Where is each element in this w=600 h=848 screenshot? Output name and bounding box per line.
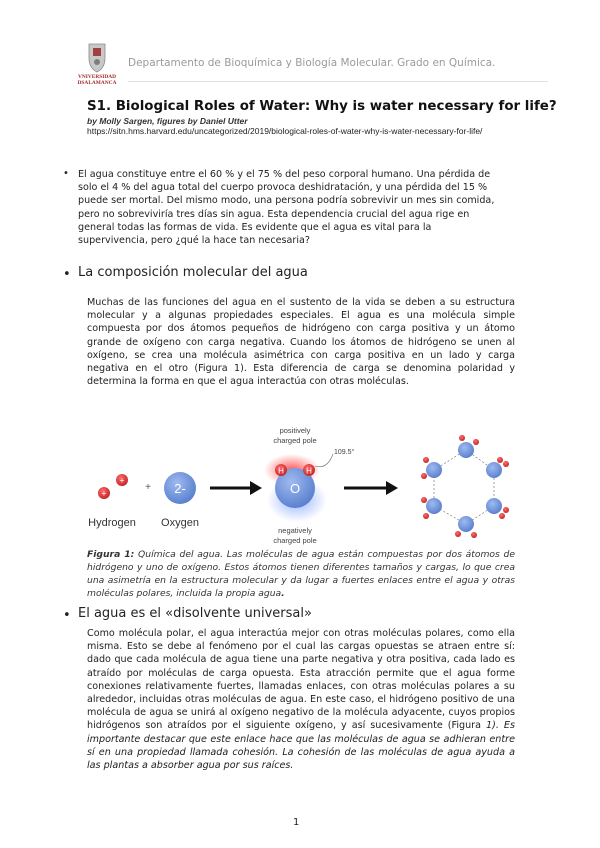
intro-line: solo el 4 % del agua total del cuerpo provoca deshidratación, y una pérdida del 15 % xyxy=(78,182,488,194)
section1-bullet: • xyxy=(63,267,71,282)
hydrogen-bond-ring xyxy=(434,450,494,524)
section2-text: Como molécula polar, el agua interactúa mejor con otras moléculas polares, como ella misma. Esto se debe al fenómeno por el cual las cargas opuestas se atraen entre sí: dado que cada molécula de agua tiene una parte negativa y otra positiva, cada lado es atraído por moléculas de carga opuesta. Esta atracción permite que el agua forme conexiones relativamente fuertes, llamadas enlaces, con otras moléculas polares a su alrededor, incluidas otras moléculas de agua. En este caso, el hidrógeno positivo de una molécula de agua se unirá al oxígeno negativo de la molécula adyacente, cuyos propios hidrógenos son atraídos por el siguiente oxígeno, y así sucesivamente (Figura xyxy=(87,628,515,732)
section2-bullet: • xyxy=(63,608,71,623)
section2-paragraph xyxy=(87,627,515,772)
water-ring-molecules xyxy=(421,435,509,538)
intro-line: puede ser mortal. Del mismo modo, una persona podría sobrevivir un mes sin comida, xyxy=(78,195,495,207)
logo-text-1: VNIVERSIDAD xyxy=(77,74,117,80)
section1-paragraph: Muchas de las funciones del agua en el sustento de la vida se deben a su estructura molecular y a algunas propiedades especiales. El agua es una molécula simple compuesta por dos átomos pequeños de hidrógeno con carga positiva y un átomo grande de oxígeno con carga negativa. Cuando los átomos de hidrógeno se unen al oxígeno, se crea una molécula asimétrica con carga positiva en un lado y carga negativa en el otro (Figura 1). Esta diferencia de carga se denomina polaridad y determina la forma en que el agua interactúa con otras moléculas. xyxy=(87,297,515,388)
negative-pole-line2: charged pole xyxy=(273,536,317,545)
bond-angle: 109.5° xyxy=(334,449,355,456)
hydrogen-1-charge: + xyxy=(101,489,107,498)
intro-line: El agua constituye entre el 60 % y el 75 % del peso corporal humano. Una pérdida de xyxy=(78,169,491,180)
university-logo xyxy=(74,40,120,86)
caption-text: Química del agua. Las moléculas de agua están compuestas por dos átomos de hidrógeno y uno de oxígeno. Estos átomos tienen diferentes tamaños y cargas, lo que crea una asimetría en la estructura molecular y da lugar a fuertes enlaces entre el agua y otras moléculas polares, incluida la propia agua xyxy=(87,549,516,599)
intro-line: general todas las formas de vida. Es evidente que el agua es vital para la xyxy=(78,221,432,233)
figure-water-chemistry xyxy=(82,420,522,548)
logo-text-2: DSALAMANCA xyxy=(77,80,117,86)
article-byline: by Molly Sargen, figures by Daniel Utter xyxy=(87,116,248,126)
intro-line: supervivencia, pero ¿qué la hace tan necesaria? xyxy=(78,235,310,247)
article-title: S1. Biological Roles of Water: Why is water necessary for life? xyxy=(87,99,557,114)
page-number: 1 xyxy=(293,817,300,828)
arrow-right-icon xyxy=(210,481,262,495)
section2-italic-text: Es importante destacar que este enlace hace que las moléculas de agua se adhieran entre sí en una propiedad llamada cohesión. La cohesión de las moléculas de agua ayuda a las plantas a absorber agua por sus raíces. xyxy=(87,720,515,772)
crest-icon xyxy=(89,44,105,72)
negative-pole-line1: negatively xyxy=(278,526,312,535)
intro-paragraph xyxy=(78,168,518,247)
oxygen-charge: 2- xyxy=(174,481,186,496)
intro-line: pero no sobreviviría tres días sin agua. Esta dependencia crucial del agua rige en xyxy=(78,208,470,220)
figure-caption xyxy=(87,548,515,600)
hydrogen-label: Hydrogen xyxy=(88,517,136,529)
water-h1-symbol: H xyxy=(278,466,284,476)
department-header: Departamento de Bioquímica y Biología Molecular. Grado en Química. xyxy=(128,57,496,69)
intro-bullet: • xyxy=(63,168,69,179)
oxygen-label: Oxygen xyxy=(161,517,199,529)
positive-pole-line1: positively xyxy=(279,426,311,435)
article-url[interactable]: https://sitn.hms.harvard.edu/uncategorized/2019/biological-roles-of-water-why-is-water-necessary-for-life/ xyxy=(87,126,483,136)
caption-end: . xyxy=(281,588,285,599)
section1-heading: La composición molecular del agua xyxy=(78,265,308,280)
positive-pole-line2: charged pole xyxy=(273,436,317,445)
section2-heading: El agua es el «disolvente universal» xyxy=(78,606,312,621)
hydrogen-2-charge: + xyxy=(119,476,125,485)
plus-sign: + xyxy=(145,482,151,493)
arrow-right-icon xyxy=(344,481,398,495)
water-oxygen-symbol: O xyxy=(289,481,301,496)
section2-fig-ref: 1). xyxy=(486,720,499,732)
caption-label: Figura 1: xyxy=(87,549,135,560)
header-divider xyxy=(128,81,548,82)
water-h2-symbol: H xyxy=(306,466,312,476)
